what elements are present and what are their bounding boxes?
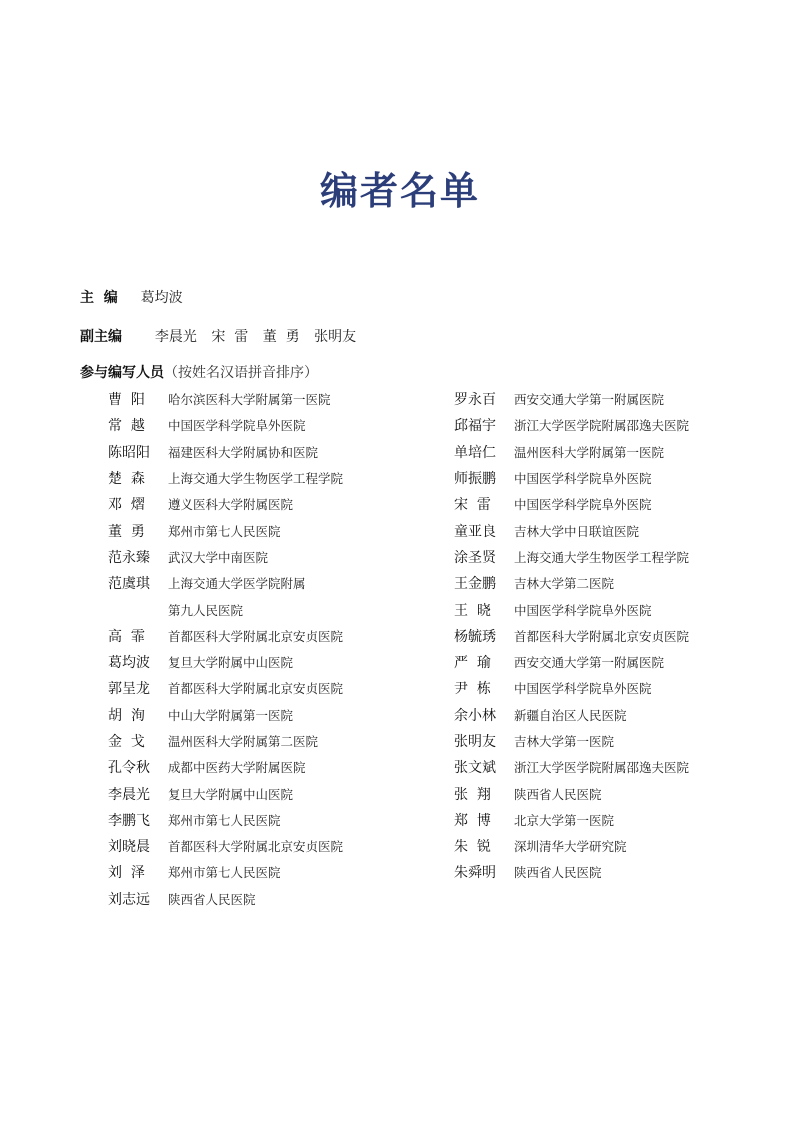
contributor-row xyxy=(454,859,689,885)
contributor-institution: 浙江大学医学院附属邵逸夫医院 xyxy=(514,418,690,434)
contributor-institution: 陕西省人民医院 xyxy=(514,786,602,802)
contributor-institution: 成都中医药大学附属医院 xyxy=(168,760,306,776)
contributors-heading xyxy=(80,362,318,382)
contributor-institution: 第九人民医院 xyxy=(168,602,244,618)
contributor-name: 胡 洵 xyxy=(108,707,145,724)
contributor-row xyxy=(108,807,343,833)
contributor-name: 张文斌 xyxy=(454,760,496,777)
contributor-institution: 中国医学科学院阜外医院 xyxy=(514,681,652,697)
contributor-institution: 新疆自治区人民医院 xyxy=(514,707,627,723)
contributor-row xyxy=(454,596,689,622)
contributor-row xyxy=(454,675,689,701)
contributor-name: 尹 栋 xyxy=(454,681,491,698)
contributor-row xyxy=(454,702,689,728)
contributor-name: 楚 森 xyxy=(108,471,145,488)
contributor-row xyxy=(108,596,343,622)
contributor-name: 葛均波 xyxy=(108,655,150,672)
contributor-name: 董 勇 xyxy=(108,523,145,540)
contributor-name: 涂圣贤 xyxy=(454,549,496,566)
contributor-name: 刘 泽 xyxy=(108,865,145,882)
contributor-row xyxy=(108,439,343,465)
contributor-row xyxy=(108,649,343,675)
contributor-name: 张明友 xyxy=(454,734,496,750)
contributor-row xyxy=(454,570,689,596)
contributor-institution: 首都医科大学附属北京安贞医院 xyxy=(168,839,344,855)
contributor-row xyxy=(108,833,343,859)
contributor-name: 童亚良 xyxy=(454,523,496,540)
contributor-institution: 陕西省人民医院 xyxy=(168,891,256,907)
contributor-row xyxy=(454,412,689,438)
contributor-institution: 中国医学科学院阜外医院 xyxy=(514,471,652,487)
contributor-row xyxy=(454,465,689,491)
chief-editor-line xyxy=(80,287,183,307)
contributor-institution: 陕西省人民医院 xyxy=(514,865,602,881)
contributor-institution: 温州医科大学附属第一医院 xyxy=(514,444,665,460)
contributor-row xyxy=(454,623,689,649)
contributor-row xyxy=(108,544,343,570)
contributor-row xyxy=(108,728,343,754)
contributor-name: 余小林 xyxy=(454,707,496,724)
contributor-row xyxy=(108,570,343,596)
contributor-institution: 首都医科大学附属北京安贞医院 xyxy=(168,628,344,644)
contributor-institution: 深圳清华大学研究院 xyxy=(514,839,627,855)
contributor-name: 刘晓晨 xyxy=(108,839,150,856)
contributors-right-column xyxy=(454,386,689,886)
contributor-row xyxy=(108,412,343,438)
contributor-row xyxy=(454,649,689,675)
vice-editor-name: 张明友 xyxy=(314,329,357,345)
contributor-name: 王 晓 xyxy=(454,602,491,619)
contributor-row xyxy=(108,859,343,885)
contributor-name: 陈昭阳 xyxy=(108,444,150,461)
contributor-institution: 上海交通大学医学院附属 xyxy=(168,576,306,592)
contributor-row xyxy=(454,780,689,806)
contributor-name: 罗永百 xyxy=(454,392,496,409)
contributor-institution: 首都医科大学附属北京安贞医院 xyxy=(514,628,690,644)
contributor-institution: 西安交通大学第一附属医院 xyxy=(514,392,665,408)
contributor-row xyxy=(454,517,689,543)
contributor-row xyxy=(454,544,689,570)
contributor-name: 邱福宇 xyxy=(454,418,496,435)
contributor-name: 孔令秋 xyxy=(108,760,150,777)
contributor-name: 严 瑜 xyxy=(454,655,491,672)
contributor-row xyxy=(454,491,689,517)
contributor-name: 朱 锐 xyxy=(454,839,491,856)
contributor-institution: 温州医科大学附属第二医院 xyxy=(168,734,319,749)
contributor-row xyxy=(108,754,343,780)
contributor-name: 张 翔 xyxy=(454,786,491,803)
contributor-row xyxy=(454,807,689,833)
contributor-row xyxy=(454,833,689,859)
contributor-institution: 中国医学科学院阜外医院 xyxy=(514,497,652,513)
contributor-institution: 郑州市第七人民医院 xyxy=(168,812,281,828)
contributor-row xyxy=(454,439,689,465)
contributors-sort-note: （按姓名汉语拼音排序） xyxy=(164,365,318,381)
contributor-institution: 浙江大学医学院附属邵逸夫医院 xyxy=(514,760,690,776)
vice-editor-name: 董 勇 xyxy=(262,329,300,345)
contributors-left-column xyxy=(108,386,343,912)
contributor-row xyxy=(108,675,343,701)
contributor-institution: 武汉大学中南医院 xyxy=(168,549,269,565)
contributor-row xyxy=(108,465,343,491)
contributor-name: 王金鹏 xyxy=(454,576,496,593)
contributor-row xyxy=(454,754,689,780)
contributor-institution: 西安交通大学第一附属医院 xyxy=(514,655,665,671)
contributor-row xyxy=(454,728,689,754)
contributor-name: 范永臻 xyxy=(108,549,150,566)
contributor-name: 常 越 xyxy=(108,418,145,435)
contributor-institution: 郑州市第七人民医院 xyxy=(168,865,281,881)
contributors-label: 参与编写人员 xyxy=(80,365,164,381)
contributor-name: 刘志远 xyxy=(108,891,150,908)
contributor-institution: 吉林大学第二医院 xyxy=(514,576,615,592)
contributor-name: 李鹏飞 xyxy=(108,812,150,829)
contributor-name: 郑 博 xyxy=(454,812,491,829)
contributor-institution: 中国医学科学院阜外医院 xyxy=(168,418,306,434)
contributor-institution: 复旦大学附属中山医院 xyxy=(168,786,294,802)
contributor-name: 宋 雷 xyxy=(454,497,491,514)
contributor-institution: 福建医科大学附属协和医院 xyxy=(168,444,319,460)
contributor-row xyxy=(108,886,343,912)
contributor-institution: 复旦大学附属中山医院 xyxy=(168,655,294,671)
contributor-institution: 郑州市第七人民医院 xyxy=(168,523,281,539)
contributor-institution: 哈尔滨医科大学附属第一医院 xyxy=(168,392,331,408)
contributor-name: 邓 熠 xyxy=(108,497,145,514)
contributor-name: 朱舜明 xyxy=(454,865,496,882)
chief-editor-label: 主 编 xyxy=(80,290,118,306)
contributor-institution: 上海交通大学生物医学工程学院 xyxy=(168,471,344,487)
contributor-institution: 遵义医科大学附属医院 xyxy=(168,497,294,513)
contributor-row xyxy=(108,623,343,649)
vice-editor-name: 李晨光 xyxy=(154,329,197,345)
contributor-name: 郭呈龙 xyxy=(108,681,150,698)
contributor-institution: 中国医学科学院阜外医院 xyxy=(514,602,652,618)
contributor-row xyxy=(108,780,343,806)
contributor-institution: 上海交通大学生物医学工程学院 xyxy=(514,549,690,565)
contributor-institution: 吉林大学中日联谊医院 xyxy=(514,523,640,539)
contributor-name: 单培仁 xyxy=(454,444,496,461)
contributor-name: 范虞琪 xyxy=(108,576,150,593)
page-title: 编者名单 xyxy=(319,168,480,213)
contributor-institution: 北京大学第一医院 xyxy=(514,812,615,828)
contributor-name: 杨毓琇 xyxy=(454,628,496,645)
chief-editor-name: 葛均波 xyxy=(140,290,183,306)
vice-editors-line xyxy=(80,326,366,346)
contributor-name: 李晨光 xyxy=(108,786,150,803)
contributor-row xyxy=(108,517,343,543)
contributor-row xyxy=(454,386,689,412)
contributor-name: 曹 阳 xyxy=(108,392,145,409)
contributor-row xyxy=(108,702,343,728)
contributor-institution: 首都医科大学附属北京安贞医院 xyxy=(168,681,344,697)
contributor-institution: 中山大学附属第一医院 xyxy=(168,707,294,723)
contributor-name: 金 戈 xyxy=(108,734,145,750)
contributor-institution: 吉林大学第一医院 xyxy=(514,734,615,749)
vice-editor-name: 宋 雷 xyxy=(211,329,249,345)
contributor-row xyxy=(108,491,343,517)
vice-editors-label: 副主编 xyxy=(80,329,122,345)
contributor-row xyxy=(108,386,343,412)
contributor-name: 高 霏 xyxy=(108,628,145,645)
contributor-name: 师振鹏 xyxy=(454,471,496,488)
